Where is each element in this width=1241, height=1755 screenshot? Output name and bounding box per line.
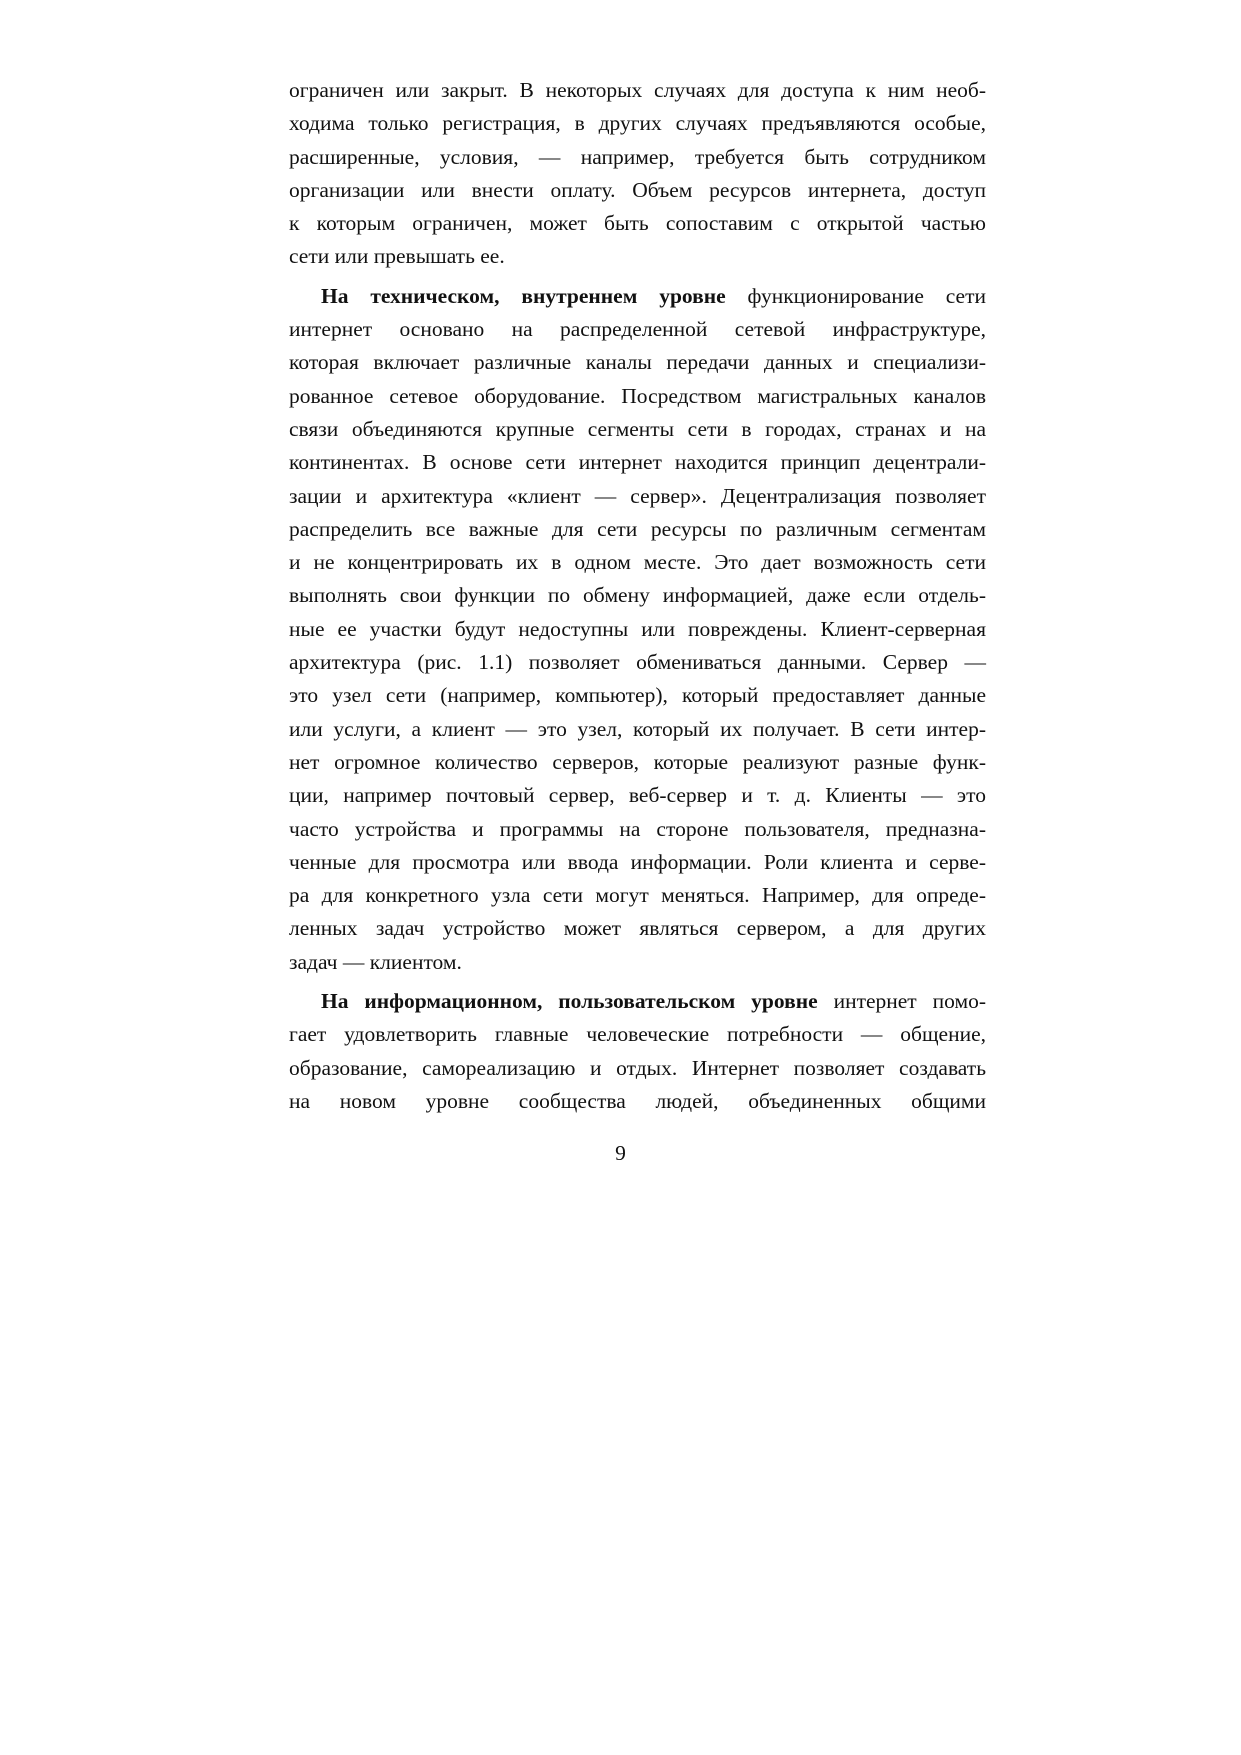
paragraph-3 bbox=[289, 985, 986, 1118]
paragraph-2 bbox=[289, 280, 986, 979]
text-line: архитектура (рис. 1.1) позволяет обмениваться данными. Сервер — bbox=[289, 650, 986, 675]
page-number: 9 bbox=[615, 1141, 626, 1165]
text-line: часто устройства и программы на стороне пользователя, предназна- bbox=[289, 816, 986, 841]
paragraph-lead-line bbox=[289, 280, 986, 313]
text-line: организации или внести оплату. Объем ресурсов интернета, доступ bbox=[289, 177, 986, 202]
lead-rest-text: функционирование сети bbox=[725, 283, 986, 308]
text-line: ные ее участки будут недоступны или повреждены. Клиент-серверная bbox=[289, 616, 986, 641]
text-line: или услуги, а клиент — это узел, который их получает. В сети интер- bbox=[289, 716, 986, 741]
paragraph-lead-line bbox=[289, 985, 986, 1018]
bold-lead-phrase: На техническом, внутреннем уровне bbox=[321, 283, 726, 308]
text-line: к которым ограничен, может быть сопоставим с открытой частью bbox=[289, 211, 986, 236]
paragraph-1 bbox=[289, 74, 986, 274]
text-line: ограничен или закрыт. В некоторых случаях для доступа к ним необ- bbox=[289, 78, 986, 102]
text-line: расширенные, условия, — например, требуется быть сотрудником bbox=[289, 144, 986, 169]
text-line: ленных задач устройство может являться сервером, а для других bbox=[289, 916, 986, 941]
text-line: которая включает различные каналы передачи данных и специализи- bbox=[289, 350, 986, 375]
text-line: это узел сети (например, компьютер), который предоставляет данные bbox=[289, 683, 986, 708]
text-line: гает удовлетворить главные человеческие потребности — общение, bbox=[289, 1022, 986, 1047]
text-line: ра для конкретного узла сети могут меняться. Например, для опреде- bbox=[289, 883, 986, 908]
text-line: рованное сетевое оборудование. Посредством магистральных каналов bbox=[289, 383, 986, 408]
lead-rest-text: интернет помо- bbox=[817, 989, 986, 1014]
text-line: континентах. В основе сети интернет находится принцип децентрали- bbox=[289, 450, 986, 475]
text-line: на новом уровне сообщества людей, объединенных общими bbox=[289, 1088, 986, 1113]
text-line: зации и архитектура «клиент — сервер». Децентрализация позволяет bbox=[289, 483, 986, 508]
text-line: нет огромное количество серверов, которые реализуют разные функ- bbox=[289, 749, 986, 774]
text-line: сети или превышать ее. bbox=[289, 244, 505, 269]
text-line: связи объединяются крупные сегменты сети в городах, странах и на bbox=[289, 416, 986, 441]
page-body bbox=[289, 74, 986, 1124]
text-line: ции, например почтовый сервер, веб-сервер и т. д. Клиенты — это bbox=[289, 783, 986, 808]
text-line: ходима только регистрация, в других случаях предъявляются особые, bbox=[289, 111, 986, 136]
text-line: интернет основано на распределенной сетевой инфраструктуре, bbox=[289, 317, 986, 342]
text-line: выполнять свои функции по обмену информацией, даже если отдель- bbox=[289, 583, 986, 608]
text-line: ченные для просмотра или ввода информации. Роли клиента и серве- bbox=[289, 849, 986, 874]
bold-lead-phrase: На информационном, пользовательском уровне bbox=[321, 989, 818, 1014]
text-line: образование, самореализацию и отдых. Интернет позволяет создавать bbox=[289, 1055, 986, 1080]
text-line: распределить все важные для сети ресурсы по различным сегментам bbox=[289, 516, 986, 541]
text-line: задач — клиентом. bbox=[289, 949, 462, 974]
text-line: и не концентрировать их в одном месте. Это дает возможность сети bbox=[289, 550, 986, 575]
